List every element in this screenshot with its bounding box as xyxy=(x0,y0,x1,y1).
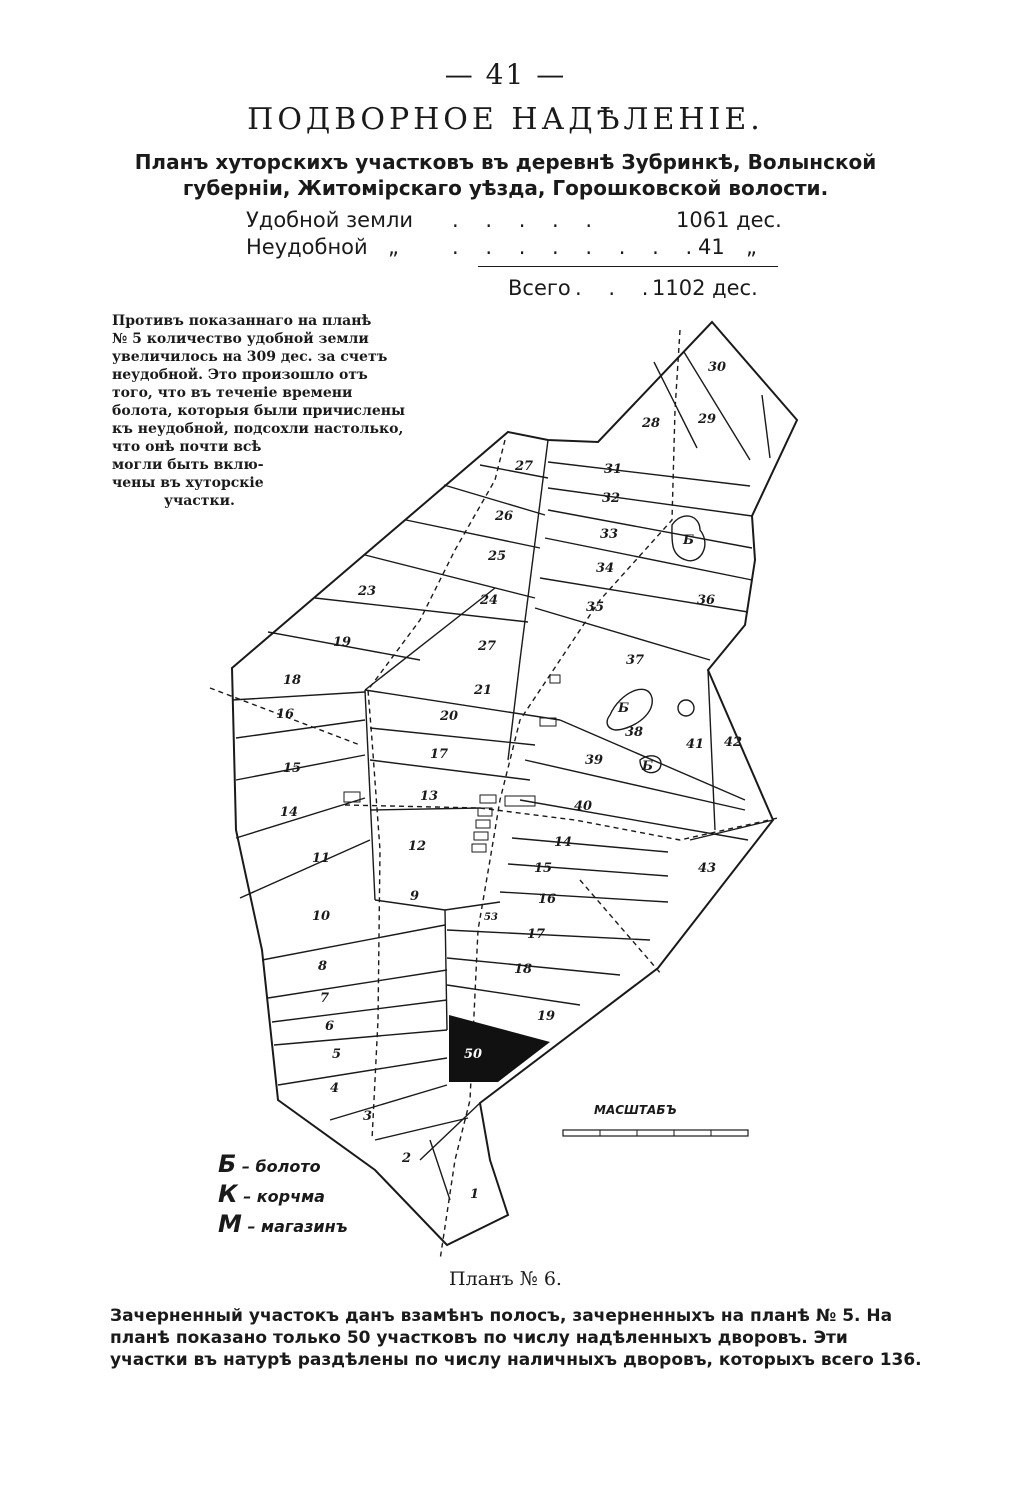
plot-number: 16 xyxy=(276,707,295,722)
house-lot xyxy=(474,832,488,840)
plot-number: 53 xyxy=(484,912,498,923)
page-title: ПОДВОРНОЕ НАДѢЛЕНІЕ. xyxy=(247,102,764,137)
legend-text: – болото xyxy=(241,1157,321,1176)
note-line: могли быть вклю- xyxy=(112,457,264,473)
note-line: увеличилось на 309 дес. за счетъ xyxy=(112,349,388,365)
plot-number: 32 xyxy=(602,491,621,506)
plot-number: 30 xyxy=(708,360,727,375)
plot-number: 6 xyxy=(325,1019,335,1034)
plot-number: 34 xyxy=(596,561,615,576)
swamp-label: Б xyxy=(618,701,630,716)
note-line: чены въ хуторскіе xyxy=(112,475,264,491)
leader-dots: . . . . . . . . xyxy=(452,235,703,259)
plot-number: 35 xyxy=(586,600,605,615)
plot-number: 11 xyxy=(312,851,331,866)
plot-number: 16 xyxy=(538,892,557,907)
plot-number: 40 xyxy=(574,799,593,814)
note-line: участки. xyxy=(164,493,235,509)
plot-number: 8 xyxy=(318,959,328,974)
plot-number: 1 xyxy=(470,1187,480,1202)
leader-dots: . . . . . xyxy=(452,208,603,232)
house-lot xyxy=(480,795,496,803)
plot-number: 50 xyxy=(464,1047,483,1062)
plan-caption: Планъ № 6. xyxy=(449,1268,562,1290)
plot-number: 20 xyxy=(440,709,459,724)
houses xyxy=(344,675,560,852)
plot-number: 38 xyxy=(625,725,644,740)
swamp-label: Б xyxy=(642,759,654,774)
plot-number: 37 xyxy=(626,653,645,668)
legend-item-tavern xyxy=(218,1180,325,1208)
footer-line: Зачерненный участокъ данъ взамѣнъ полосъ, зачерненныхъ на планѣ № 5. На xyxy=(110,1306,893,1326)
stat-arable-label: Удобной земли xyxy=(246,208,414,232)
house-lot xyxy=(505,796,535,806)
plot-number: 5 xyxy=(332,1047,342,1062)
plot-number: 14 xyxy=(554,835,573,850)
plot-number: 12 xyxy=(408,839,427,854)
legend-symbol: Б xyxy=(218,1150,237,1178)
stat-waste-label: Неудобной xyxy=(246,235,368,259)
plot-number: 39 xyxy=(585,753,604,768)
footer-line: участки въ натурѣ раздѣлены по числу наличныхъ дворовъ, которыхъ всего 136. xyxy=(110,1350,922,1370)
house-lot xyxy=(476,820,490,828)
legend-text: – магазинъ xyxy=(247,1217,348,1236)
swamp-outline xyxy=(607,689,652,730)
plot-number: 27 xyxy=(478,639,497,654)
plot-number: 14 xyxy=(280,805,299,820)
plot-number: 33 xyxy=(600,527,619,542)
plot-number: 29 xyxy=(698,412,717,427)
leader-dots: . . . xyxy=(575,276,659,300)
plot-number: 42 xyxy=(724,735,743,750)
house-lot xyxy=(472,844,486,852)
legend-text: – корчма xyxy=(243,1187,325,1206)
note-line: неудобной. Это произошло отъ xyxy=(112,367,368,383)
scale-rule xyxy=(563,1130,748,1136)
footer-note xyxy=(110,1305,922,1371)
ditto-mark: „ xyxy=(388,235,399,259)
plot-number: 25 xyxy=(488,549,507,564)
plot-number: 15 xyxy=(534,861,553,876)
plot-number: 10 xyxy=(312,909,331,924)
plot-number: 19 xyxy=(333,635,352,650)
plot-number: 4 xyxy=(330,1081,340,1096)
legend-symbol: К xyxy=(218,1180,238,1208)
plot-number: 17 xyxy=(527,927,546,942)
note-line: того, что въ теченіе времени xyxy=(112,385,353,401)
plot-numbers xyxy=(276,360,742,1202)
note-line: № 5 количество удобной земли xyxy=(112,331,369,347)
swamp-label: Б xyxy=(683,533,695,548)
note-line: болота, которыя были причислены xyxy=(112,403,406,419)
stat-arable-value: 1061 дес. xyxy=(676,208,782,232)
plot-number: 24 xyxy=(480,593,499,608)
plot-number: 23 xyxy=(358,584,377,599)
plot-number: 7 xyxy=(320,991,330,1006)
plot-number: 18 xyxy=(514,962,533,977)
swamp-marker xyxy=(678,700,694,716)
subtitle-line-1: Планъ хуторскихъ участковъ въ деревнѣ Зубринкѣ, Волынской xyxy=(134,150,877,174)
note-line: что онѣ почти всѣ xyxy=(112,439,262,455)
plot-number: 13 xyxy=(420,789,439,804)
plot-number: 21 xyxy=(474,683,493,698)
legend-item-store xyxy=(218,1210,348,1238)
subtitle-line-2: губерніи, Житомірскаго уѣзда, Горошковской волости. xyxy=(182,176,829,200)
plot-number: 41 xyxy=(686,737,705,752)
footer-line: планѣ показано только 50 участковъ по числу надѣленныхъ дворовъ. Эти xyxy=(110,1328,848,1348)
house-lot xyxy=(550,675,560,683)
plot-number: 43 xyxy=(698,861,717,876)
plot-number: 19 xyxy=(537,1009,556,1024)
plot-number: 31 xyxy=(604,462,623,477)
legend-item-swamp xyxy=(218,1150,321,1178)
legend-symbol: М xyxy=(218,1210,242,1238)
plot-number: 3 xyxy=(363,1109,373,1124)
plot-number: 27 xyxy=(515,459,534,474)
stat-total-label: Всего xyxy=(508,276,571,300)
plot-number: 2 xyxy=(402,1151,412,1166)
stat-waste-value: 41 xyxy=(698,235,725,259)
scale-label: МАСШТАБЪ xyxy=(594,1103,677,1117)
plot-number: 9 xyxy=(410,889,420,904)
ditto-mark: „ xyxy=(746,235,757,259)
page-number: — 41 — xyxy=(444,58,567,91)
plot-number: 28 xyxy=(642,416,661,431)
plot-number: 15 xyxy=(283,761,302,776)
plot-number: 36 xyxy=(697,593,716,608)
road-southeast xyxy=(580,880,662,975)
note-line: Противъ показаннаго на планѣ xyxy=(112,313,372,329)
stat-total-value: 1102 дес. xyxy=(652,276,758,300)
scale-bar xyxy=(563,1103,748,1136)
road-main xyxy=(440,330,680,1260)
plot-number: 18 xyxy=(283,673,302,688)
note-line: къ неудобной, подсохли настолько, xyxy=(112,421,404,437)
plot-number: 26 xyxy=(495,509,514,524)
plot-number: 17 xyxy=(430,747,449,762)
